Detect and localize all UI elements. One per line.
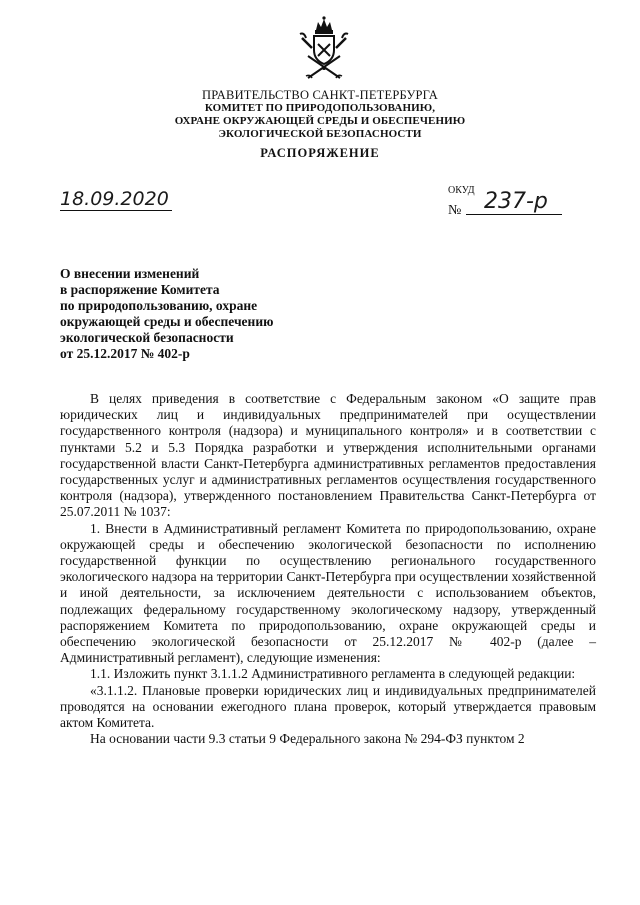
government-header: [120, 88, 520, 161]
body-paragraph-item-1: 1. Внести в Административный регламент Комитета по природопользованию, охране окружающей среды и обеспечению экологической безопасности по исполнению государственной функции по осуществлению регионального государственного экологического надзора на территории Санкт-Петербурга при осуществлении хозяйственной и иной деятельности, за исключением деятельности с использованием объектов, подлежащих федеральному государственному экологическому надзору, утвержденный распоряжением Комитета по природопользованию, охране окружающей среды и обеспечению экологической безопасности от 25.12.2017 № 402-р (далее – Административный регламент), следующие изменения:: [60, 520, 596, 666]
subject-line: О внесении изменений: [60, 266, 200, 281]
number-label: №: [448, 203, 462, 218]
okud-label: ОКУД: [448, 185, 475, 196]
government-name: ПРАВИТЕЛЬСТВО САНКТ-ПЕТЕРБУРГА: [202, 88, 438, 102]
body-paragraph-continuation: На основании части 9.3 статьи 9 Федерального закона № 294-ФЗ пунктом 2: [90, 731, 525, 747]
document-type-title: РАСПОРЯЖЕНИЕ: [260, 146, 380, 160]
body-paragraph-preamble: В целях приведения в соответствие с Федеральным законом «О защите прав юридических лиц и индивидуальных предпринимателей при осуществлении государственного контроля (надзора) и муниципального контроля» и в соответствии с пунктами 5.2 и 5.3 Порядка разработки и утверждения исполнительными органами государственной власти Санкт-Петербурга административных регламентов предоставления государственных услуг и административных регламентов осуществления государственного контроля (надзора), утвержденного постановлением Правительства Санкт-Петербурга от 25.07.2011 № 1037:: [60, 391, 596, 520]
committee-name-line-3: ЭКОЛОГИЧЕСКОЙ БЕЗОПАСНОСТИ: [218, 128, 422, 140]
document-subject: [60, 266, 330, 362]
body-paragraph-item-1-1: 1.1. Изложить пункт 3.1.1.2 Административного регламента в следующей редакции:: [90, 666, 576, 682]
document-date: 18.09.2020: [60, 188, 172, 211]
coat-of-arms-emblem: [296, 16, 352, 82]
subject-line: в распоряжение Комитета: [60, 282, 220, 297]
subject-line: экологической безопасности: [60, 330, 234, 345]
body-paragraph-quote: «3.1.1.2. Плановые проверки юридических лиц и индивидуальных предпринимателей проводятся на основании ежегодного плана проверок, который утверждается правовым актом Комитета.: [60, 682, 596, 731]
subject-line: окружающей среды и обеспечению: [60, 314, 274, 329]
document-body: [60, 391, 596, 747]
subject-line: по природопользованию, охране: [60, 298, 258, 313]
subject-line: от 25.12.2017 № 402-р: [60, 346, 190, 361]
committee-name-line-2: ОХРАНЕ ОКРУЖАЮЩЕЙ СРЕДЫ И ОБЕСПЕЧЕНИЮ: [174, 115, 466, 127]
document-number: 237-р: [466, 190, 562, 215]
committee-name-line-1: КОМИТЕТ ПО ПРИРОДОПОЛЬЗОВАНИЮ,: [204, 102, 436, 114]
